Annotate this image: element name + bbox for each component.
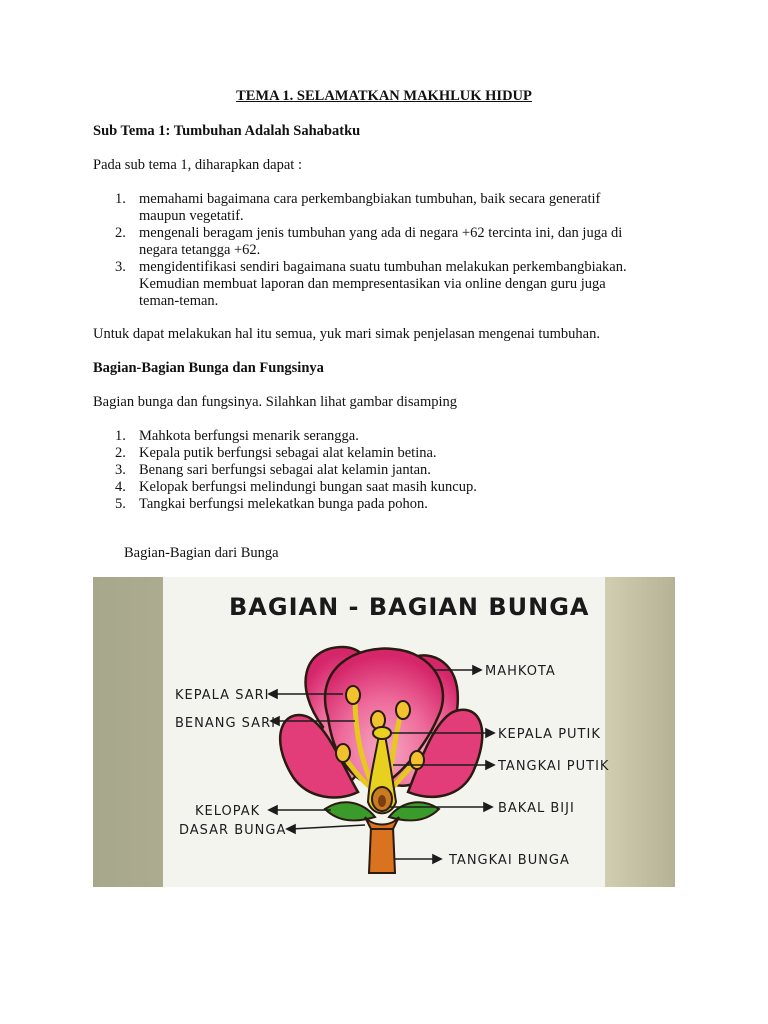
list-number: 2. <box>115 225 126 241</box>
label-dasar-bunga: DASAR BUNGA <box>179 823 287 838</box>
list-item <box>93 191 673 225</box>
list-item <box>93 496 673 513</box>
transition-text: Untuk dapat melakukan hal itu semua, yuk mari simak penjelasan mengenai tumbuhan. <box>93 326 600 342</box>
flower-diagram <box>93 577 675 887</box>
list-number: 1. <box>115 428 126 444</box>
anther-shape <box>410 751 424 769</box>
list-line: mengenali beragam jenis tumbuhan yang ada di negara +62 tercinta ini, dan juga di <box>139 225 623 241</box>
section-heading: Bagian-Bagian Bunga dan Fungsinya <box>93 360 324 376</box>
list-number: 3. <box>115 462 126 478</box>
anther-shape <box>396 701 410 719</box>
anther-shape <box>346 686 360 704</box>
list-item <box>93 259 673 310</box>
list-item <box>93 428 673 445</box>
label-kepala-sari: KEPALA SARI <box>175 688 270 703</box>
list-line: mengidentifikasi sendiri bagaimana suatu tumbuhan melakukan perkembangbiakan. <box>139 259 627 275</box>
list-number: 4. <box>115 479 126 495</box>
list-text: Mahkota berfungsi menarik serangga. <box>139 428 359 444</box>
list-text: Tangkai berfungsi melekatkan bunga pada pohon. <box>139 496 428 512</box>
list-line: maupun vegetatif. <box>139 208 244 224</box>
stigma-shape <box>373 727 391 739</box>
section-intro: Bagian bunga dan fungsinya. Silahkan lihat gambar disamping <box>93 394 458 410</box>
wall-background-right <box>593 577 675 887</box>
label-tangkai-bunga: TANGKAI BUNGA <box>449 853 570 868</box>
label-kepala-putik: KEPALA PUTIK <box>498 727 601 742</box>
flower-parts-list <box>93 428 673 513</box>
label-bakal-biji: BAKAL BIJI <box>498 801 575 816</box>
list-item <box>93 462 673 479</box>
list-text: Benang sari berfungsi sebagai alat kelamin jantan. <box>139 462 431 478</box>
intro-text: Pada sub tema 1, diharapkan dapat : <box>93 157 302 173</box>
list-line: teman-teman. <box>139 293 219 309</box>
label-tangkai-putik: TANGKAI PUTIK <box>498 759 610 774</box>
list-item <box>93 445 673 462</box>
list-line: negara tetangga +62. <box>139 242 261 258</box>
flower-diagram-photo <box>93 577 675 887</box>
list-number: 1. <box>115 191 126 207</box>
label-benang-sari: BENANG SARI <box>175 716 276 731</box>
diagram-title: BAGIAN - BAGIAN BUNGA <box>229 593 590 621</box>
list-number: 3. <box>115 259 126 275</box>
list-item <box>93 225 673 259</box>
ovule-shape <box>378 795 386 807</box>
anther-shape <box>336 744 350 762</box>
document-title: TEMA 1. SELAMATKAN MAKHLUK HIDUP <box>236 88 532 104</box>
list-line: Kemudian membuat laporan dan mempresentasikan via online dengan guru juga <box>139 276 606 292</box>
list-line: memahami bagaimana cara perkembangbiakan tumbuhan, baik secara generatif <box>139 191 601 207</box>
stem-shape <box>369 827 395 873</box>
label-mahkota: MAHKOTA <box>485 664 556 679</box>
figure-caption: Bagian-Bagian dari Bunga <box>124 545 279 561</box>
list-text: Kelopak berfungsi melindungi bungan saat masih kuncup. <box>139 479 477 495</box>
label-kelopak: KELOPAK <box>195 804 261 819</box>
goals-list <box>93 191 673 310</box>
list-number: 2. <box>115 445 126 461</box>
sub-theme-heading: Sub Tema 1: Tumbuhan Adalah Sahabatku <box>93 123 361 139</box>
list-text: Kepala putik berfungsi sebagai alat kelamin betina. <box>139 445 437 461</box>
list-number: 5. <box>115 496 126 512</box>
list-item <box>93 479 673 496</box>
